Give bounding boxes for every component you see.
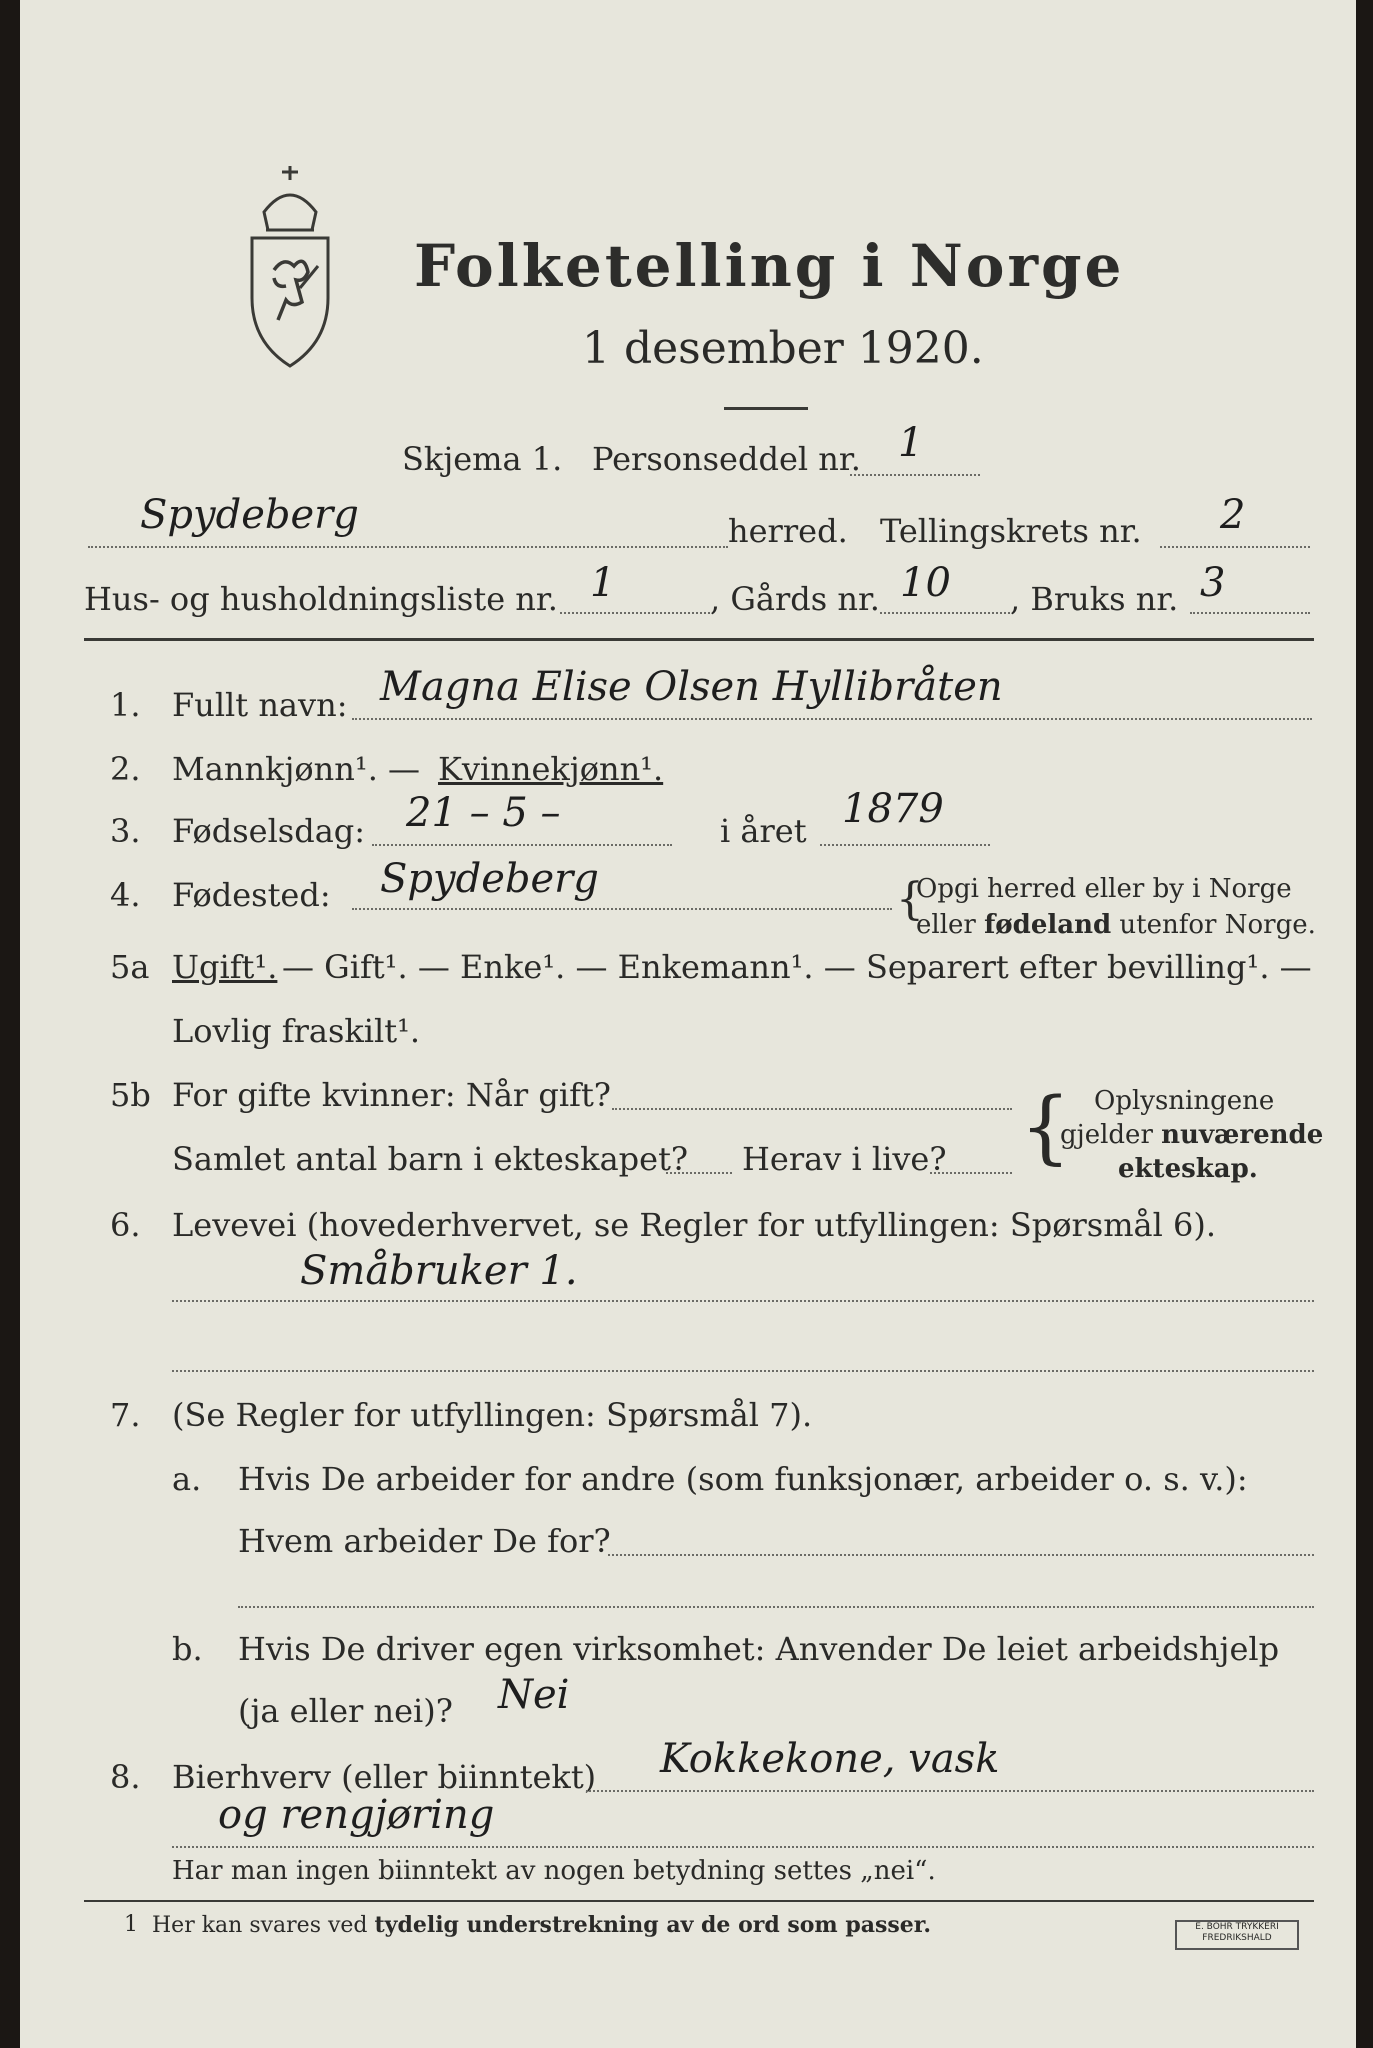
q7b-label1: Hvis De driver egen virksomhet: Anvender De leiet arbeidshjelp bbox=[238, 1630, 1280, 1668]
q5b-alive-line bbox=[930, 1172, 1012, 1174]
q5a-fraskilt[interactable]: Lovlig fraskilt¹. bbox=[172, 1012, 421, 1050]
q7a-label2: Hvem arbeider De for? bbox=[238, 1522, 611, 1560]
q7a-letter: a. bbox=[172, 1460, 202, 1498]
q5b-note-line3: ekteskap. bbox=[1118, 1154, 1258, 1184]
q2-number: 2. bbox=[110, 750, 141, 788]
q6-line2 bbox=[172, 1370, 1314, 1372]
q5a-ugift-underlined[interactable]: Ugift¹. bbox=[172, 948, 278, 986]
q8-number: 8. bbox=[110, 1758, 141, 1796]
q5b-when-line bbox=[612, 1108, 1012, 1110]
bruks-line bbox=[1190, 612, 1310, 614]
q3-year-line bbox=[820, 844, 990, 846]
q5b-note-line2: gjelder nuværende bbox=[1060, 1120, 1324, 1150]
q7-label: (Se Regler for utfyllingen: Spørsmål 7). bbox=[172, 1396, 813, 1434]
q5a-options[interactable]: — Gift¹. — Enke¹. — Enkemann¹. — Separert efter bevilling¹. — bbox=[282, 948, 1312, 986]
q8-line1 bbox=[586, 1790, 1314, 1792]
q2-mannkjonn[interactable]: Mannkjønn¹. — bbox=[172, 750, 421, 788]
personseddel-label: Personseddel nr. bbox=[592, 440, 861, 478]
form-title: Folketelling i Norge bbox=[414, 232, 1125, 300]
q1-label: Fullt navn: bbox=[172, 686, 348, 724]
bruks-label: , Bruks nr. bbox=[1010, 580, 1179, 618]
q3-label: Fødselsdag: bbox=[172, 812, 366, 850]
personseddel-line bbox=[850, 474, 980, 476]
q4-brace: { bbox=[896, 874, 924, 925]
hus-label: Hus- og husholdningsliste nr. bbox=[84, 580, 558, 618]
q6-line1 bbox=[172, 1300, 1314, 1302]
gards-line bbox=[880, 612, 1010, 614]
q1-line bbox=[352, 718, 1312, 720]
tellingskrets-line bbox=[1160, 546, 1310, 548]
hus-line bbox=[560, 612, 710, 614]
census-date: 1 desember 1920. bbox=[582, 323, 984, 374]
birthplace-value[interactable]: Spydeberg bbox=[380, 856, 599, 902]
title-divider bbox=[724, 407, 808, 410]
full-name-value[interactable]: Magna Elise Olsen Hyllibråten bbox=[380, 664, 1003, 710]
side-income-value-1[interactable]: Kokkekone, vask bbox=[660, 1736, 1000, 1782]
q5b-label-alive: Herav i live? bbox=[742, 1140, 947, 1178]
q6-label: Levevei (hovederhvervet, se Regler for utfyllingen: Spørsmål 6). bbox=[172, 1206, 1217, 1244]
hired-help-value[interactable]: Nei bbox=[498, 1672, 570, 1718]
q7a-label1: Hvis De arbeider for andre (som funksjonær, arbeider o. s. v.): bbox=[238, 1460, 1248, 1498]
footnote-text: Her kan svares ved tydelig understrekning av de ord som passer. bbox=[152, 1912, 932, 1938]
tellingskrets-label: Tellingskrets nr. bbox=[880, 512, 1142, 550]
norwegian-coat-of-arms-icon bbox=[242, 160, 338, 370]
birth-date-value[interactable]: 21 – 5 – bbox=[406, 790, 561, 836]
q4-note-line1: Opgi herred eller by i Norge bbox=[916, 874, 1292, 904]
herred-label: herred. bbox=[728, 512, 848, 550]
q7-number: 7. bbox=[110, 1396, 141, 1434]
q4-line bbox=[352, 908, 892, 910]
q7a-line1 bbox=[608, 1554, 1314, 1556]
q5a-number: 5a bbox=[110, 948, 150, 986]
q8-note: Har man ingen biinntekt av nogen betydning settes „nei“. bbox=[172, 1856, 936, 1886]
q3-number: 3. bbox=[110, 812, 141, 850]
birth-year-value[interactable]: 1879 bbox=[842, 786, 944, 832]
q7b-letter: b. bbox=[172, 1630, 203, 1668]
q8-line2 bbox=[172, 1846, 1314, 1848]
herred-line bbox=[88, 546, 728, 548]
q2-kvinnekjonn-underlined[interactable]: Kvinnekjønn¹. bbox=[438, 750, 664, 788]
hus-value[interactable]: 1 bbox=[590, 560, 616, 606]
q3-year-label: i året bbox=[720, 812, 807, 850]
q7a-line2 bbox=[238, 1606, 1314, 1608]
q5b-label-children: Samlet antal barn i ekteskapet? bbox=[172, 1140, 689, 1178]
gards-value[interactable]: 10 bbox=[900, 560, 951, 606]
bruks-value[interactable]: 3 bbox=[1200, 560, 1226, 606]
q5b-brace: { bbox=[1020, 1080, 1071, 1173]
q3-date-line bbox=[372, 844, 672, 846]
q4-number: 4. bbox=[110, 876, 141, 914]
q4-note-line2: eller fødeland utenfor Norge. bbox=[916, 910, 1316, 940]
printer-stamp: E. BOHR TRYKKERI FREDRIKSHALD bbox=[1175, 1920, 1299, 1950]
q1-number: 1. bbox=[110, 686, 141, 724]
herred-value[interactable]: Spydeberg bbox=[140, 492, 359, 538]
q6-number: 6. bbox=[110, 1206, 141, 1244]
q7b-label2: (ja eller nei)? bbox=[238, 1692, 453, 1730]
q4-label: Fødested: bbox=[172, 876, 331, 914]
q5b-number: 5b bbox=[110, 1076, 151, 1114]
census-form-sheet bbox=[20, 0, 1356, 2048]
q8-label: Bierhverv (eller biinntekt) bbox=[172, 1758, 597, 1796]
footnote-mark: 1 bbox=[124, 1912, 138, 1937]
personseddel-value[interactable]: 1 bbox=[898, 420, 924, 466]
livelihood-value[interactable]: Småbruker 1. bbox=[300, 1248, 578, 1294]
skjema-label: Skjema 1. bbox=[402, 440, 563, 478]
footer-rule bbox=[84, 1900, 1314, 1902]
header-rule bbox=[84, 638, 1314, 641]
q5b-note-line1: Oplysningene bbox=[1094, 1086, 1275, 1116]
tellingskrets-value[interactable]: 2 bbox=[1220, 492, 1246, 538]
gards-label: , Gårds nr. bbox=[710, 580, 880, 618]
q5b-children-line bbox=[666, 1172, 732, 1174]
side-income-value-2[interactable]: og rengjøring bbox=[218, 1792, 495, 1838]
q5b-label-when-married: For gifte kvinner: Når gift? bbox=[172, 1076, 611, 1114]
